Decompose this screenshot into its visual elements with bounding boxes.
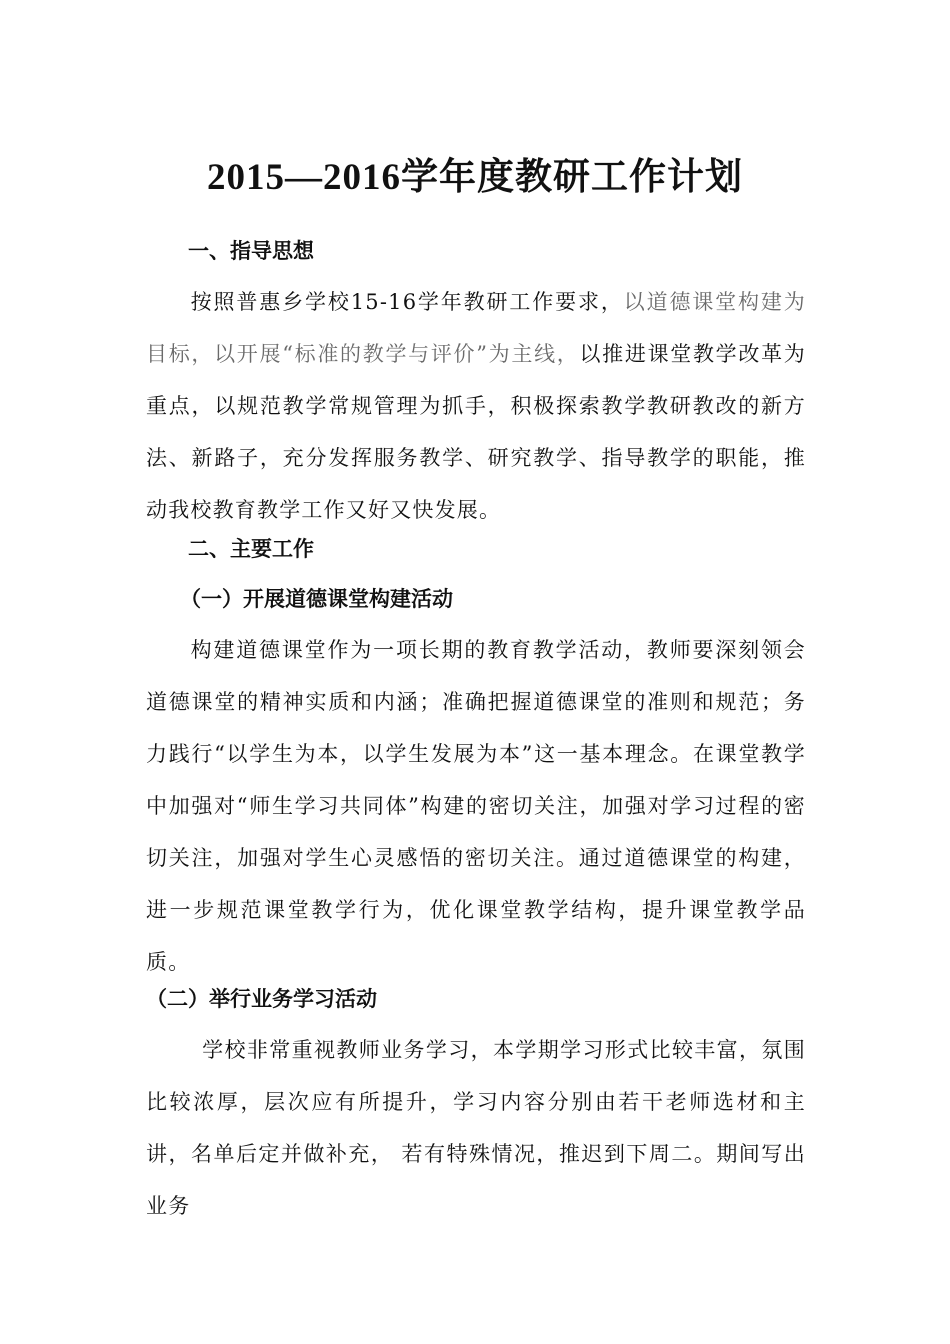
subsection2-text: 学校非常重视教师业务学习，本学期学习形式比较丰富，氛围比较浓厚，层次应有所提升，学习内容分别由若干老师选材和主讲，名单后定并做补充， 若有特殊情况，推迟到下周二。期间写出业务 [146,1038,806,1218]
document-title: 2015—2016学年度教研工作计划 [207,157,743,198]
subsection2-paragraph [146,1024,806,1232]
section1-text-part2: 以推进课堂教学改革为重点，以规范教学常规管理为抓手，积极探索教学教研教改的新方法、新路子，充分发挥服务教学、研究教学、指导教学的职能，推动我校教育教学工作又好又快发展。 [146,342,806,522]
section1-text-part1: 按照普惠乡学校15-16学年教研工作要求， [190,290,624,314]
section1-paragraph [146,276,806,536]
section1-text-gray: 以道德课堂构建为目标，以开展“标准的教学与评价”为主线， [146,290,806,366]
subsection1-paragraph [146,624,806,988]
subsection2-heading: （二）举行业务学习活动 [146,987,377,1011]
section2-heading: 二、主要工作 [188,537,314,561]
subsection1-heading: （一）开展道德课堂构建活动 [180,587,453,611]
subsection1-text: 构建道德课堂作为一项长期的教育教学活动，教师要深刻领会道德课堂的精神实质和内涵；准确把握道德课堂的准则和规范；务力践行“以学生为本，以学生发展为本”这一基本理念。在课堂教学中加强对“师生学习共同体”构建的密切关注，加强对学习过程的密切关注，加强对学生心灵感悟的密切关注。通过道德课堂的构建，进一步规范课堂教学行为，优化课堂教学结构，提升课堂教学品质。 [146,638,806,974]
section1-heading: 一、指导思想 [188,239,314,263]
